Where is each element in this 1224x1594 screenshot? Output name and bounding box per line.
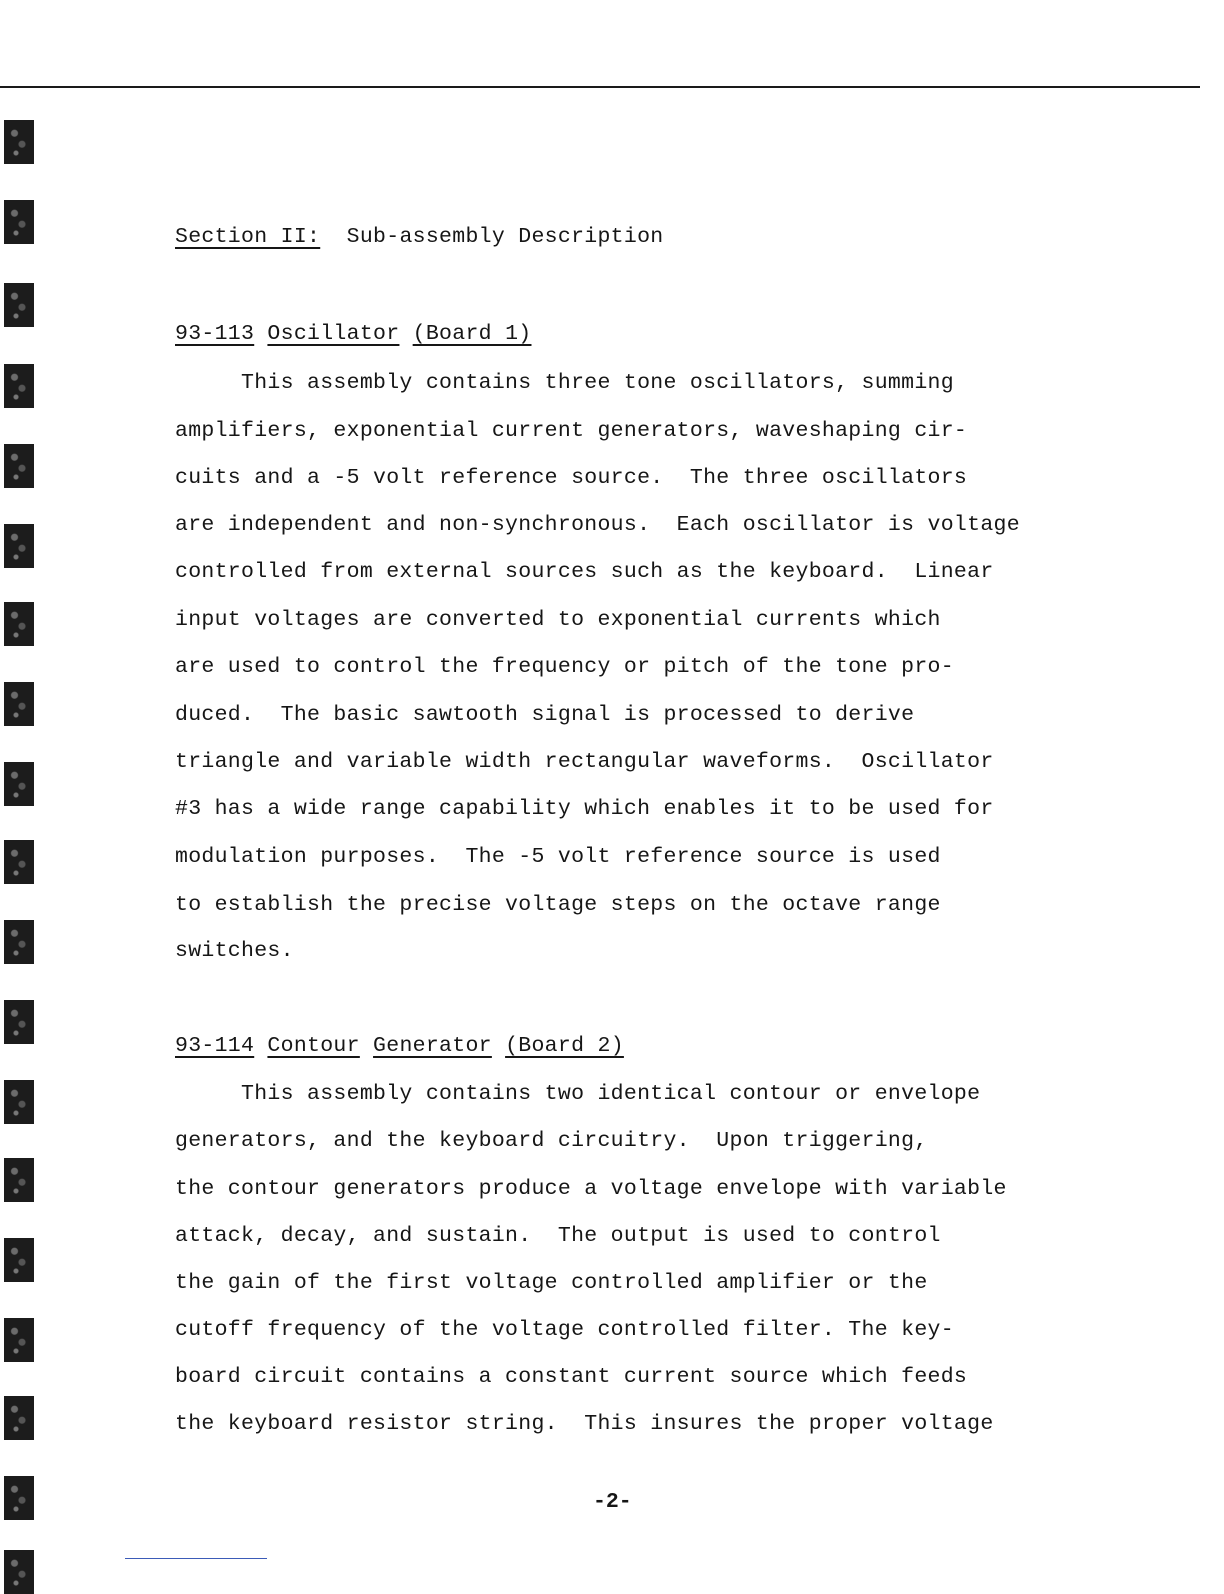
binding-hole [4, 1318, 34, 1362]
binding-hole [4, 602, 34, 646]
subsection-heading-oscillator [175, 324, 531, 346]
paragraph-line: attack, decay, and sustain. The output is used to control [175, 1224, 941, 1248]
paragraph-line: duced. The basic sawtooth signal is processed to derive [175, 703, 915, 727]
subsection-name: Contour [267, 1034, 360, 1058]
bottom-rule [125, 1558, 267, 1559]
binding-hole [4, 1000, 34, 1044]
binding-hole [4, 762, 34, 806]
binding-hole [4, 444, 34, 488]
binding-hole [4, 1080, 34, 1124]
binding-hole [4, 1550, 34, 1594]
binding-hole [4, 120, 34, 164]
paragraph-line: to establish the precise voltage steps on the octave range [175, 893, 941, 917]
paragraph-line: are independent and non-synchronous. Each oscillator is voltage [175, 513, 1020, 537]
paragraph-line: input voltages are converted to exponential currents which [175, 608, 941, 632]
section-title: Sub-assembly Description [346, 225, 664, 249]
board-label: (Board 2) [505, 1034, 624, 1058]
board-label: (Board 1) [412, 322, 532, 346]
binding-hole [4, 364, 34, 408]
paragraph-line: cuits and a -5 volt reference source. The three oscillators [175, 466, 968, 490]
paragraph-line: generators, and the keyboard circuitry. Upon triggering, [175, 1129, 928, 1153]
paragraph-line: This assembly contains three tone oscillators, summing [175, 371, 954, 395]
paragraph-line: switches. [175, 939, 294, 963]
section-heading [175, 227, 664, 249]
subsection-name: Oscillator [267, 322, 400, 346]
paragraph-line: triangle and variable width rectangular waveforms. Oscillator [175, 750, 994, 774]
paragraph-line: controlled from external sources such as the keyboard. Linear [175, 560, 994, 584]
top-rule [0, 86, 1200, 88]
binding-hole [4, 1238, 34, 1282]
subsection-name: Generator [373, 1034, 492, 1058]
paragraph-line: cutoff frequency of the voltage controlled filter. The key- [175, 1318, 954, 1342]
paragraph-line: the keyboard resistor string. This insures the proper voltage [175, 1412, 994, 1436]
paragraph-line: the gain of the first voltage controlled amplifier or the [175, 1271, 928, 1295]
paragraph-line: #3 has a wide range capability which enables it to be used for [175, 797, 994, 821]
paragraph-line: modulation purposes. The -5 volt reference source is used [175, 845, 941, 869]
part-number: 93-113 [175, 322, 255, 346]
paragraph-line: are used to control the frequency or pitch of the tone pro- [175, 655, 954, 679]
binding-hole [4, 920, 34, 964]
binding-hole [4, 1158, 34, 1202]
binding-hole [4, 1396, 34, 1440]
binding-hole [4, 682, 34, 726]
paragraph-line: board circuit contains a constant current source which feeds [175, 1365, 968, 1389]
binding-hole [4, 200, 34, 244]
paragraph-line: amplifiers, exponential current generators, waveshaping cir- [175, 419, 968, 443]
page-number: -2- [593, 1490, 632, 1514]
binding-holes [0, 0, 40, 1584]
binding-hole [4, 1476, 34, 1520]
section-label: Section II: [175, 225, 321, 249]
binding-hole [4, 524, 34, 568]
part-number: 93-114 [175, 1034, 255, 1058]
paragraph-line: This assembly contains two identical contour or envelope [175, 1082, 981, 1106]
paragraph-line: the contour generators produce a voltage envelope with variable [175, 1177, 1007, 1201]
binding-hole [4, 840, 34, 884]
subsection-heading-contour-generator [175, 1036, 624, 1058]
binding-hole [4, 283, 34, 327]
